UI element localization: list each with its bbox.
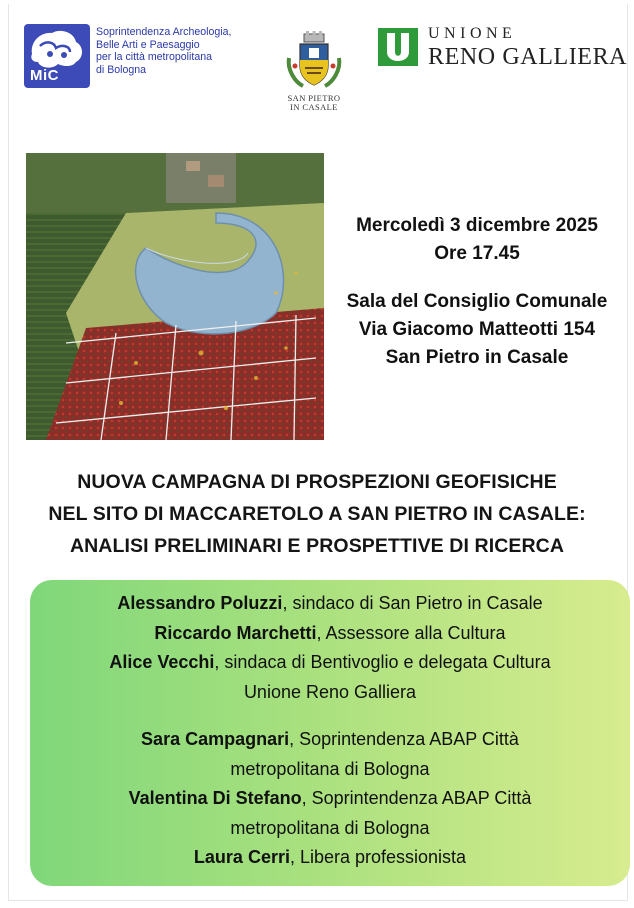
speaker-row (30, 814, 630, 844)
speaker-name: Valentina Di Stefano (128, 788, 302, 808)
speaker-name: Riccardo Marchetti (154, 622, 317, 643)
event-address: Via Giacomo Matteotti 154 (358, 319, 596, 340)
title-line: NEL SITO DI MACCARETOLO A SAN PIETRO IN CASALE: (48, 503, 586, 525)
unione-top-text: UNIONE (428, 25, 517, 42)
unione-u-icon (378, 28, 418, 66)
comune-caption-line: SAN PIETRO (287, 93, 341, 103)
speaker-row (30, 725, 630, 755)
speaker-row (30, 648, 630, 678)
event-town: San Pietro in Casale (385, 347, 569, 368)
comune-caption (283, 94, 345, 112)
speaker-role: metropolitana di Bologna (230, 758, 430, 779)
event-title (8, 466, 626, 562)
geophysical-map-image (26, 153, 324, 440)
speaker-role: Unione Reno Galliera (243, 681, 417, 702)
speaker-name: Laura Cerri (193, 847, 290, 867)
mic-line: per la città metropolitana (96, 51, 213, 63)
comune-logo (283, 30, 345, 120)
speaker-role: , Soprintendenza ABAP Città (289, 729, 519, 749)
speaker-role: , sindaca di Bentivoglio e delegata Cultura (214, 652, 551, 672)
speaker-row (30, 619, 630, 649)
speaker-row (30, 755, 630, 785)
speaker-name: Sara Campagnari (141, 729, 290, 749)
unione-logo (378, 24, 628, 74)
comune-caption-line: IN CASALE (290, 102, 338, 112)
unione-bottom-text: RENO GALLIERA (428, 44, 628, 70)
speaker-row (30, 784, 630, 814)
event-venue: Sala del Consiglio Comunale (346, 291, 608, 312)
speakers-list (30, 589, 630, 873)
title-line: ANALISI PRELIMINARI E PROSPETTIVE DI RICERCA (69, 535, 565, 557)
mic-line: Soprintendenza Archeologia, (96, 26, 232, 38)
event-time: Ore 17.45 (434, 243, 520, 264)
speaker-row (30, 678, 630, 708)
mic-text-block (96, 26, 231, 76)
speakers-box (30, 580, 630, 886)
speaker-role: , Assessore alla Cultura (316, 622, 506, 643)
speaker-name: Alessandro Poluzzi (117, 593, 283, 613)
speaker-role: , Soprintendenza ABAP Città (301, 788, 532, 808)
speaker-role: , sindaco di San Pietro in Casale (282, 593, 543, 613)
speaker-role: metropolitana di Bologna (230, 817, 430, 838)
mic-logo (22, 24, 244, 94)
speaker-row (30, 843, 630, 873)
title-line: NUOVA CAMPAGNA DI PROSPEZIONI GEOFISICHE (77, 471, 557, 493)
speaker-role: , Libera professionista (289, 847, 467, 867)
mic-badge (24, 24, 90, 88)
mic-badge-text: MiC (30, 67, 59, 84)
speaker-name: Alice Vecchi (109, 652, 215, 672)
mic-line: di Bologna (96, 63, 147, 76)
coat-of-arms-icon (283, 30, 345, 92)
event-info (326, 212, 628, 372)
mic-line: Belle Arti e Paesaggio (96, 38, 200, 51)
speaker-row (30, 589, 630, 619)
event-date: Mercoledì 3 dicembre 2025 (356, 215, 598, 236)
